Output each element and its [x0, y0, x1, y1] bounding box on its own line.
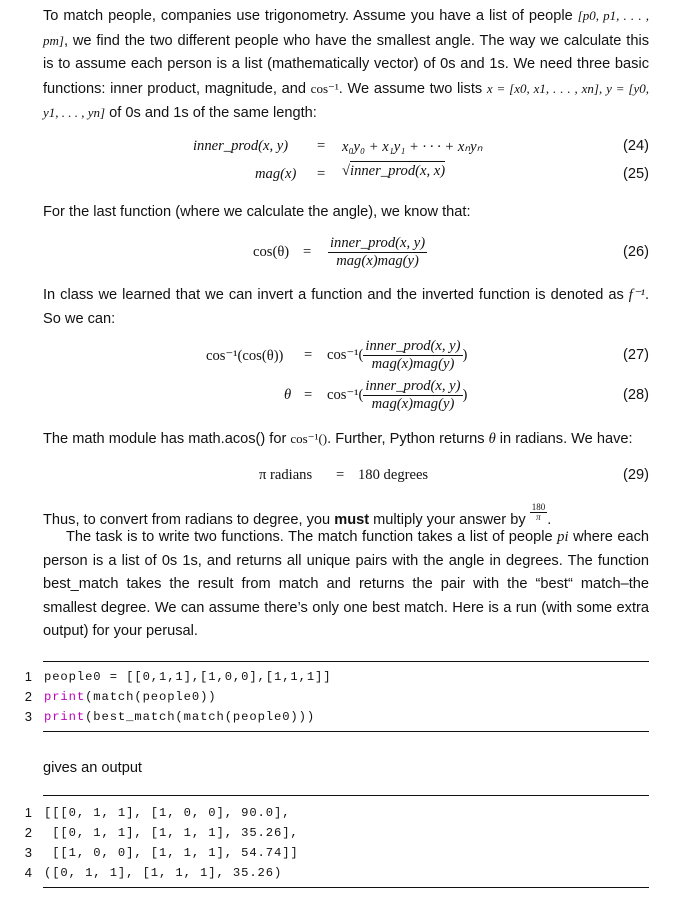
- bold-must: must: [334, 512, 370, 528]
- degrees-180: 180 degrees: [358, 467, 429, 483]
- code-segment: people0 = [[0,1,1],[1,0,0],[1,1,1]]: [44, 670, 332, 684]
- fraction: [363, 338, 462, 373]
- sqrt-content: inner_prod(x, x): [350, 163, 446, 179]
- output-line: [0, 803, 673, 823]
- cos-inverse-operator: cos⁻¹: [327, 346, 359, 363]
- equation-25-rhs: [342, 163, 445, 180]
- output-block-top-rule: [43, 795, 649, 796]
- math-module-text-2: . Further, Python returns: [327, 431, 489, 447]
- p-i-math: pi: [557, 529, 569, 545]
- paragraph-task: [43, 526, 649, 644]
- code-keyword: print: [44, 690, 86, 704]
- cos-inverse-math: cos⁻¹: [310, 80, 339, 96]
- equation-number-28: (28): [623, 387, 649, 403]
- equation-26-lhs: [253, 244, 289, 261]
- code-segment: (best_match(match(people0))): [85, 710, 316, 724]
- mag-lhs: mag(x): [255, 166, 297, 182]
- cos-inverse-operator: cos⁻¹: [327, 386, 359, 403]
- gives-output-text: gives an output: [43, 760, 142, 776]
- cos-inverse-cos-theta: cos⁻¹(cos(θ)): [206, 348, 284, 364]
- paragraph-inverse: [43, 284, 649, 331]
- equals-sign: =: [336, 467, 345, 483]
- left-paren: (: [358, 346, 364, 363]
- convert-text-2: multiply your answer by: [369, 512, 530, 528]
- xy-definition-math: x = [x0, x1, . . . , xn], y = [y0, y1, . . . , yn]: [43, 80, 649, 121]
- inverse-text-2: . So we can:: [43, 287, 649, 327]
- cos-theta: cos(θ): [253, 244, 290, 260]
- right-paren: ): [462, 346, 468, 363]
- equation-26-rhs: [328, 235, 427, 270]
- equation-25-lhs: [255, 166, 296, 183]
- task-text-2: where each person is a list of 0s 1s, and returns all unique pairs with the angle in degrees. The function best_match takes the result from match and returns the pair with the “best“ match–the smallest degree. We can assume there’s only one best match. Here is a run (with some extra output) for your perusal.: [43, 529, 649, 640]
- fraction: [328, 235, 427, 270]
- fraction-denominator: mag(x)mag(y): [371, 396, 455, 412]
- equals-sign: =: [304, 347, 313, 363]
- f-inverse-math: f⁻¹: [628, 287, 645, 303]
- inverse-text-1: In class we learned that we can invert a function and the inverted function is denoted as: [43, 287, 629, 303]
- line-number: 1: [24, 669, 32, 684]
- equation-27-rhs: [327, 338, 467, 373]
- intro-text-4: of 0s and 1s of the same length:: [105, 105, 317, 122]
- line-number: 3: [24, 845, 32, 860]
- task-text-1: The task is to write two functions. The match function takes a list of people: [66, 529, 558, 545]
- equation-28-lhs: [284, 387, 291, 404]
- code-block-top-rule: [43, 661, 649, 662]
- equation-24-rhs: [342, 138, 482, 156]
- line-number: 2: [24, 689, 32, 704]
- right-paren: ): [462, 386, 468, 403]
- cos-inverse-call: cos⁻¹(): [290, 431, 328, 446]
- line-number: 3: [24, 709, 32, 724]
- sqrt-symbol: √: [342, 163, 351, 179]
- math-module-text-1: The math module has math.acos() for: [43, 431, 291, 447]
- intro-paragraph: [43, 4, 649, 126]
- line-number: 4: [24, 865, 32, 880]
- equation-24-lhs: [193, 138, 288, 155]
- equation-number-27: (27): [623, 347, 649, 363]
- line-number: 2: [24, 825, 32, 840]
- equals-sign: =: [303, 244, 312, 260]
- equation-29-rhs: [358, 467, 428, 484]
- code-block-bottom-rule: [43, 731, 649, 732]
- inner-prod-rhs: x₀y₀ + x₁y₁ + · · · + xₙyₙ: [342, 139, 483, 155]
- equals-sign: =: [317, 166, 326, 182]
- code-text: [44, 687, 217, 707]
- math-module-text-3: in radians. We have:: [495, 431, 633, 447]
- people-list-math: [p0, p1, . . . , pm]: [43, 8, 649, 48]
- equation-number-26: (26): [623, 244, 649, 260]
- equals-sign: =: [304, 387, 313, 403]
- equation-29-lhs: [259, 467, 312, 484]
- convert-text-1: Thus, to convert from radians to degree, you: [43, 512, 335, 528]
- output-line: [0, 823, 673, 843]
- output-text: [[0, 1, 1], [1, 1, 1], 35.26],: [44, 826, 299, 840]
- convert-text-3: .: [547, 512, 552, 528]
- equation-28-rhs: [327, 378, 467, 413]
- pi-radians: π radians: [259, 467, 313, 483]
- equation-number-29: (29): [623, 467, 649, 483]
- output-line: [0, 843, 673, 863]
- line-number: 1: [24, 805, 32, 820]
- equals-sign: =: [317, 138, 326, 154]
- code-segment: (match(people0)): [85, 690, 217, 704]
- paragraph-angle-intro: For the last function (where we calculate the angle), we know that:: [43, 204, 471, 220]
- left-paren: (: [358, 386, 364, 403]
- fraction-denominator: mag(x)mag(y): [371, 356, 455, 372]
- intro-text-3: . We assume two lists: [338, 80, 487, 97]
- code-text: [44, 667, 331, 687]
- paragraph-math-module: [43, 427, 649, 452]
- equation-number-24: (24): [623, 138, 649, 154]
- fraction-denominator: mag(x)mag(y): [336, 253, 419, 269]
- output-line: [0, 863, 673, 883]
- output-text: ([0, 1, 1], [1, 1, 1], 35.26): [44, 866, 283, 880]
- equation-27-lhs: [206, 347, 283, 365]
- conversion-fraction: [530, 503, 548, 522]
- fraction-numerator: inner_prod(x, y): [365, 378, 461, 394]
- output-block-bottom-rule: [43, 887, 649, 888]
- fraction: [363, 378, 462, 413]
- conversion-numerator: 180: [531, 502, 546, 512]
- intro-text-1: To match people, companies use trigonometry. Assume you have a list of people: [43, 8, 578, 24]
- output-text: [[[0, 1, 1], [1, 0, 0], 90.0],: [44, 806, 291, 820]
- conversion-denominator: π: [536, 512, 541, 522]
- code-text: [44, 707, 315, 727]
- code-line: [0, 707, 673, 727]
- theta-math: θ: [488, 431, 496, 447]
- theta: θ: [284, 387, 292, 403]
- inner-prod-lhs: inner_prod(x, y): [193, 138, 289, 154]
- fraction-numerator: inner_prod(x, y): [330, 235, 426, 251]
- code-line: [0, 687, 673, 707]
- output-text: [[1, 0, 0], [1, 1, 1], 54.74]]: [44, 846, 299, 860]
- code-keyword: print: [44, 710, 86, 724]
- intro-text-2: , we find the two different people who have the smallest angle. The way we calculate this is to assume each person is a list (mathematically vector) of 0s and 1s. We need three basic functions: inner product, magnitude, and: [43, 32, 649, 97]
- fraction-numerator: inner_prod(x, y): [365, 338, 461, 354]
- code-line: [0, 667, 673, 687]
- equation-number-25: (25): [623, 166, 649, 182]
